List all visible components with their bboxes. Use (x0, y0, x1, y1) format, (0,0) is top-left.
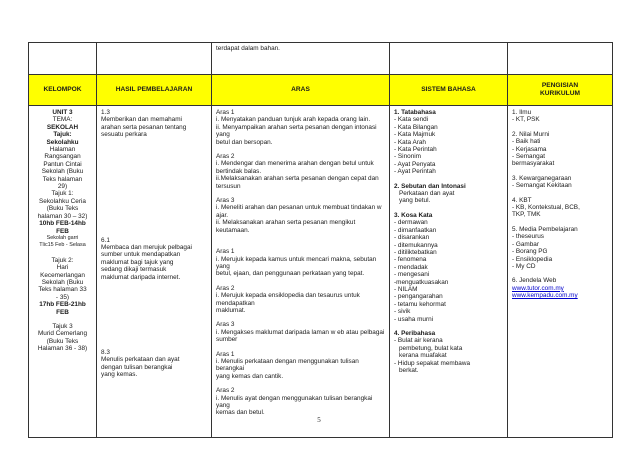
header-kelompok: KELOMPOK (29, 75, 97, 106)
header-sistem-bahasa: SISTEM BAHASA (390, 75, 508, 106)
aras-cell: Aras 1 i. Menyatakan panduan tunjuk arah kepada orang lain. ii. Menyampaikan arahan serta pesanan dengan intonasi yang betul dan bersopan. Aras 2 i. Mendengar dan menerima arahan dengan betul untuk bertindak balas. ii.Melaksanakan arahan serta pesanan dengan cepat dan tersusun Aras 3 i. Meneliti arahan dan pesanan untuk membuat tindakan w ajar. ii. Melaksanakan arahan serta pesanan mengikut keutamaan. Aras 1 i. Merujuk kepada kamus untuk mencari makna, sebutan yang betul, ejaan, dan penggunaan perkataan yang tepat. Aras 2 i. Merujuk kepada ensiklopedia dan tesaurus untuk mendapatkan maklumat. Aras 3 i. Mengakses maklumat daripada laman w eb atau pelbagai sumber Aras 1 i. Menulis perkataan dengan menggunakan tulisan berangkai yang kemas dan cantik. Aras 2 i. Menulis ayat dengan menggunakan tulisan berangkai yang kemas dan betul. (212, 106, 390, 438)
continuation-text: terdapat dalam bahan. (212, 43, 390, 75)
lesson-plan-table (28, 42, 613, 438)
hasil-pembelajaran-cell: 1.3 Memberikan dan memahami arahan serta pesanan tentang sesuatu perkara 6.1 Membaca dan merujuk pelbagai sumber untuk mendapatkan maklumat bagi tajuk yang sedang dikaji termasuk maklumat daripada internet. 8.3 Menulis perkataan dan ayat dengan tulisan berangkai yang kemas. (97, 106, 212, 438)
pengisian-kurikulum-cell: 1. Ilmu - KT, PSK 2. Nilai Murni - Baik hati - Kerjasama - Semangat bermasyarakat 3. Kewarganegaraan - Semangat Kekitaan 4. KBT - KB, Kontekstual, BCB, TKP, TMK 5. Media Pembelajaran - theseurus - Gambar - Borang PG - Ensiklopedia - My CD 6. Jendela Web www.tutor.com.my www.kempadu.com.my (508, 106, 613, 438)
kelompok-cell: UNIT 3 TEMA: SEKOLAH Tajuk: Sekolahku Halaman Rangsangan Pantun Cintai Sekolah (Buku Teks halaman 29) Tajuk 1: Sekolahku Ceria (Buku Teks halaman 30 – 32) 10hb FEB-14hb FEB Sekolah garri Tlic15 Feb - Selasa Tajuk 2: Hari Kecemerlangan Sekolah (Buku Teks halaman 33 - 35) 17hb FEB-21hb FEB Tajuk 3 Murid Cemerlang (Buku Teks Halaman 36 - 38) (29, 106, 97, 438)
header-pengisian-kurikulum: PENGISIAN KURIKULUM (508, 75, 613, 106)
content-row (29, 106, 613, 438)
header-aras: ARAS (212, 75, 390, 106)
continuation-row (29, 43, 613, 75)
tutor-website-link[interactable]: www.tutor.com.my (512, 284, 564, 292)
header-row (29, 75, 613, 106)
page-number: 5 (317, 416, 321, 424)
kempadu-website-link[interactable]: www.kempadu.com.my (512, 292, 578, 300)
header-hasil-pembelajaran: HASIL PEMBELAJARAN (97, 75, 212, 106)
sistem-bahasa-cell: 1. Tatabahasa - Kata sendi - Kata Bilangan - Kata Majmuk - Kata Arah - Kata Perintah - Sinonim - Ayat Penyata - Ayat Perintah 2. Sebutan dan Intonasi Perkataan dan ayat yang betul. 3. Kosa Kata - dermawan - dimanfaatkan - disarankan - ditemukannya - ditiliktebatkan - fenomena - mendadak - mengesani -menguatkuasakan - NILAM - pengangarahan - tetamu kehormat - sivik - usaha murni 4. Peribahasa - Bulat air kerana pembetung, bulat kata kerana muafakat - Hidup sepakat membawa berkat. (390, 106, 508, 438)
